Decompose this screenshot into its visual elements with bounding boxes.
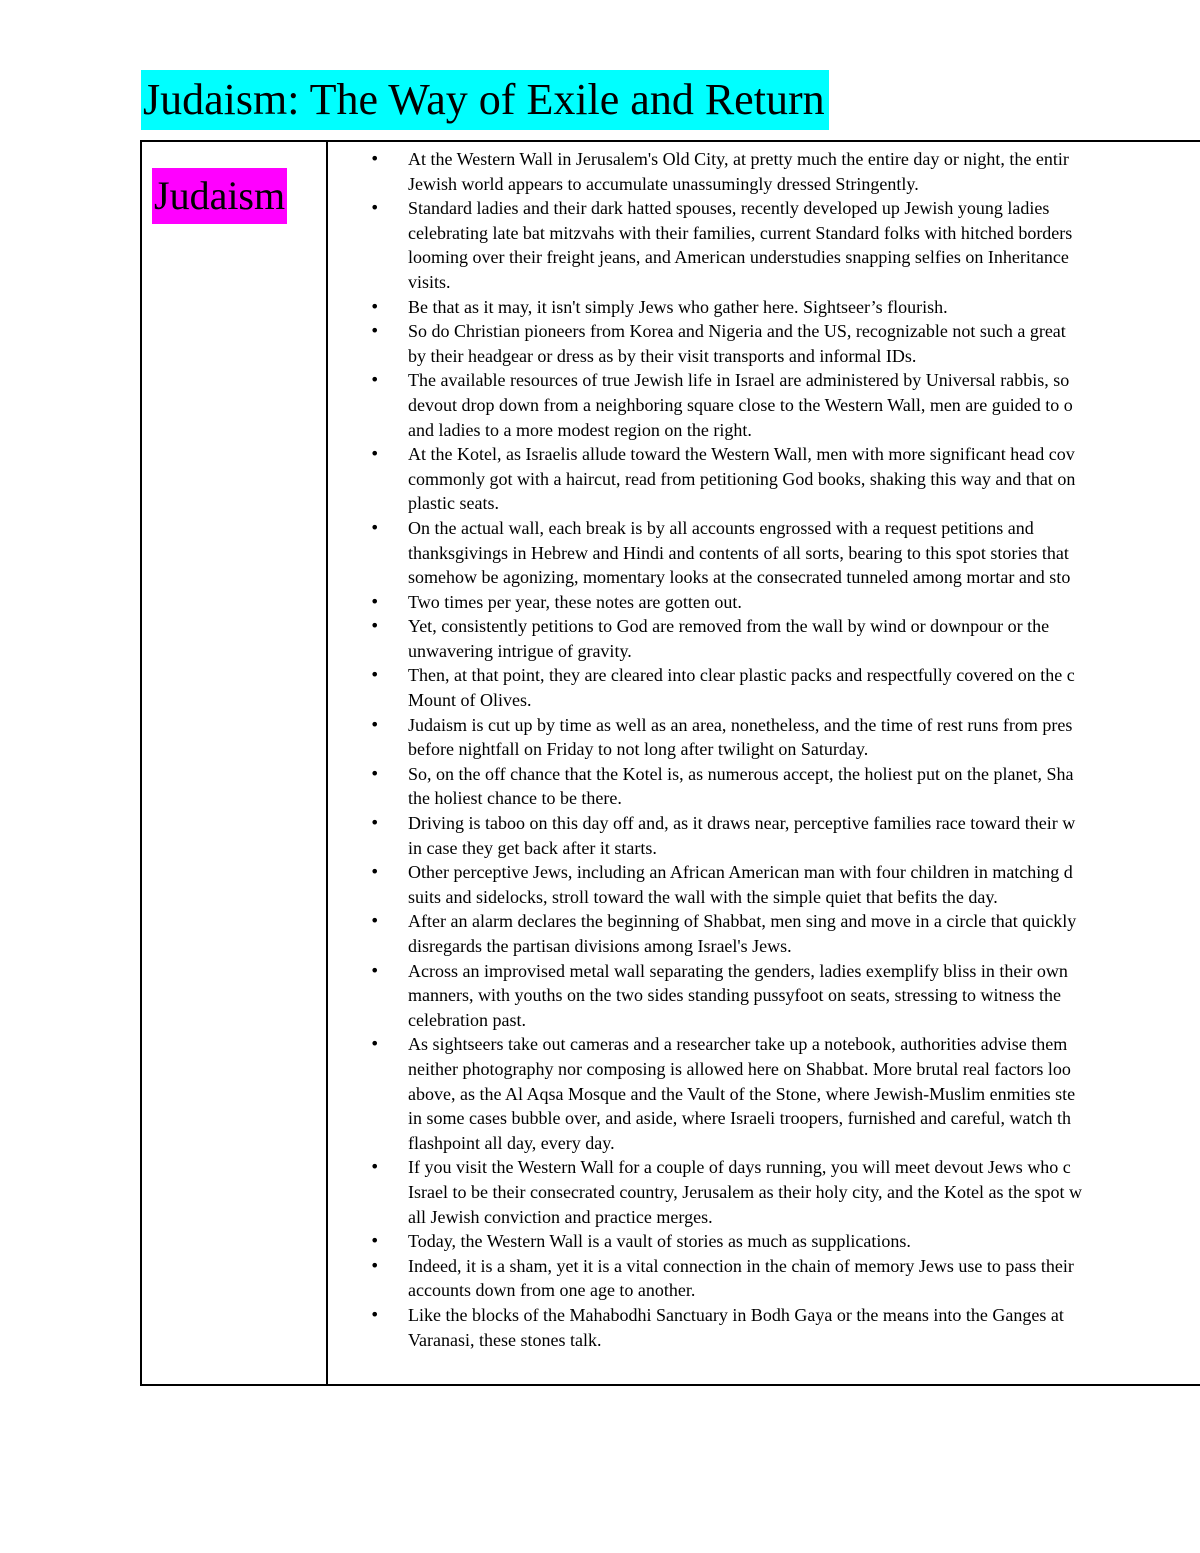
bullet-list: [370, 147, 1200, 1352]
page-title-wrapper: [141, 70, 829, 130]
bullet-item: • Yet, consistently petitions to God are removed from the wall by wind or downpour or the unwavering intrigue of gravity.: [370, 614, 1200, 663]
bullet-item: • At the Western Wall in Jerusalem's Old City, at pretty much the entire day or night, the entir Jewish world appears to accumulate unassumingly dressed Stringently.: [370, 147, 1200, 196]
bullet-item: • Indeed, it is a sham, yet it is a vital connection in the chain of memory Jews use to pass their accounts down from one age to another.: [370, 1254, 1200, 1303]
content-table: [140, 140, 1200, 1386]
bullet-item: • Like the blocks of the Mahabodhi Sanctuary in Bodh Gaya or the means into the Ganges at Varanasi, these stones talk.: [370, 1303, 1200, 1352]
bullet-item: • Driving is taboo on this day off and, as it draws near, perceptive families race toward their w in case they get back after it starts.: [370, 811, 1200, 860]
bullet-item: • Be that as it may, it isn't simply Jews who gather here. Sightseer’s flourish.: [370, 295, 1200, 320]
bullet-item: • Standard ladies and their dark hatted spouses, recently developed up Jewish young ladies celebrating late bat mitzvahs with their families, current Standard folks with hitched borders looming over their freight jeans, and American understudies snapping selfies on Inheritance visits.: [370, 196, 1200, 294]
bullet-item: • On the actual wall, each break is by all accounts engrossed with a request petitions and thanksgivings in Hebrew and Hindi and contents of all sorts, bearing to this spot stories that somehow be agonizing, momentary looks at the consecrated tunneled among mortar and sto: [370, 516, 1200, 590]
bullet-item: • Today, the Western Wall is a vault of stories as much as supplications.: [370, 1229, 1200, 1254]
bullet-item: • If you visit the Western Wall for a couple of days running, you will meet devout Jews who c Israel to be their consecrated country, Jerusalem as their holy city, and the Kotel as the spot w all Jewish conviction and practice merges.: [370, 1155, 1200, 1229]
bullet-item: • As sightseers take out cameras and a researcher take up a notebook, authorities advise them neither photography nor composing is allowed here on Shabbat. More brutal real factors loo above, as the Al Aqsa Mosque and the Vault of the Stone, where Jewish-Muslim enmities ste in some cases bubble over, and aside, where Israeli troopers, furnished and careful, watch th flashpoint all day, every day.: [370, 1032, 1200, 1155]
bullet-item: • Across an improvised metal wall separating the genders, ladies exemplify bliss in their own manners, with youths on the two sides standing pussyfoot on seats, stressing to witness the celebration past.: [370, 959, 1200, 1033]
bullet-item: • Other perceptive Jews, including an African American man with four children in matching d suits and sidelocks, stroll toward the wall with the simple quiet that befits the day.: [370, 860, 1200, 909]
bullet-item: • So, on the off chance that the Kotel is, as numerous accept, the holiest put on the planet, Sha the holiest chance to be there.: [370, 762, 1200, 811]
bullet-item: • Judaism is cut up by time as well as an area, nonetheless, and the time of rest runs from pres before nightfall on Friday to not long after twilight on Saturday.: [370, 713, 1200, 762]
bullet-item: • At the Kotel, as Israelis allude toward the Western Wall, men with more significant head cov commonly got with a haircut, read from petitioning God books, shaking this way and that on plastic seats.: [370, 442, 1200, 516]
bullet-item: • So do Christian pioneers from Korea and Nigeria and the US, recognizable not such a great by their headgear or dress as by their visit transports and informal IDs.: [370, 319, 1200, 368]
bullet-item: • Then, at that point, they are cleared into clear plastic packs and respectfully covered on the c Mount of Olives.: [370, 663, 1200, 712]
bullet-item: • The available resources of true Jewish life in Israel are administered by Universal rabbis, so devout drop down from a neighboring square close to the Western Wall, men are guided to o and ladies to a more modest region on the right.: [370, 368, 1200, 442]
bullet-item: • After an alarm declares the beginning of Shabbat, men sing and move in a circle that quickly disregards the partisan divisions among Israel's Jews.: [370, 909, 1200, 958]
side-label: Judaism: [152, 168, 287, 224]
page-title: Judaism: The Way of Exile and Return: [141, 70, 829, 130]
bullet-item: • Two times per year, these notes are gotten out.: [370, 590, 1200, 615]
column-divider: [326, 142, 328, 1384]
